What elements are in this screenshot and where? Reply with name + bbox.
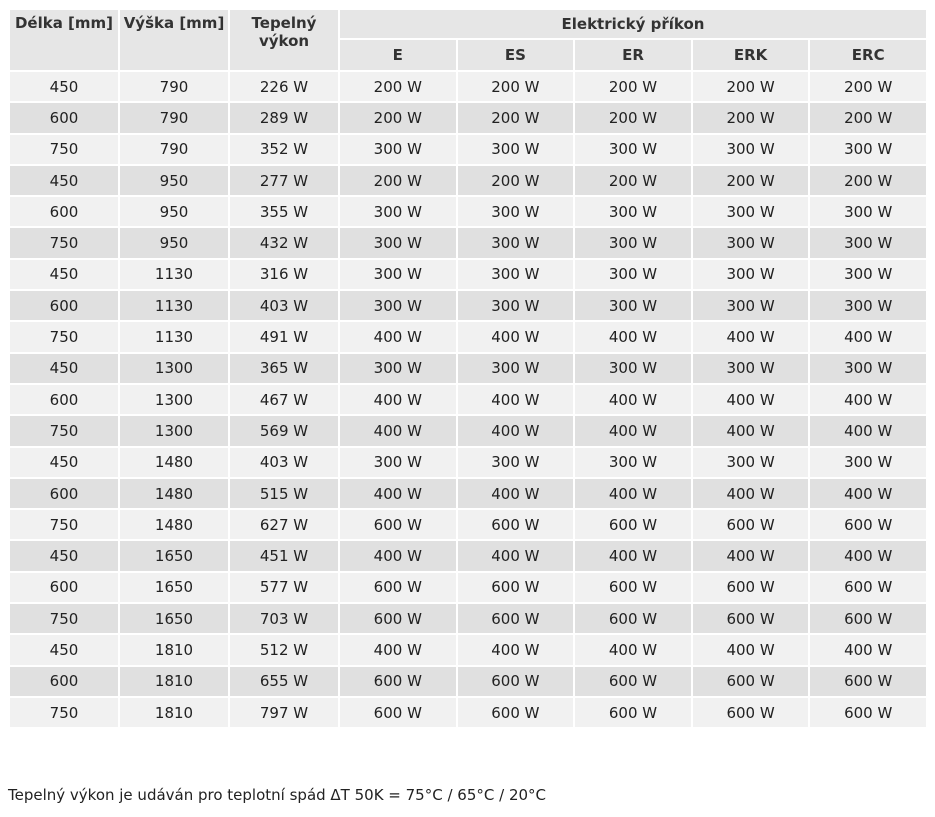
cell-heat-output: 432 W	[229, 227, 339, 258]
cell-power-e: 300 W	[339, 353, 457, 384]
cell-length: 600	[9, 102, 119, 133]
cell-length: 600	[9, 478, 119, 509]
cell-power-es: 600 W	[457, 572, 575, 603]
cell-length: 450	[9, 353, 119, 384]
cell-power-erk: 600 W	[692, 509, 810, 540]
cell-heat-output: 316 W	[229, 259, 339, 290]
cell-length: 750	[9, 227, 119, 258]
table-row	[9, 71, 927, 102]
cell-power-er: 300 W	[574, 196, 692, 227]
cell-power-es: 300 W	[457, 290, 575, 321]
cell-height: 1480	[119, 509, 229, 540]
cell-power-erc: 300 W	[809, 134, 927, 165]
header-length: Délka [mm]	[9, 9, 119, 71]
cell-power-erc: 200 W	[809, 165, 927, 196]
cell-heat-output: 797 W	[229, 697, 339, 728]
cell-power-erc: 400 W	[809, 478, 927, 509]
cell-power-er: 300 W	[574, 134, 692, 165]
cell-height: 790	[119, 71, 229, 102]
cell-power-e: 300 W	[339, 196, 457, 227]
cell-heat-output: 577 W	[229, 572, 339, 603]
cell-power-es: 400 W	[457, 634, 575, 665]
cell-power-erc: 300 W	[809, 447, 927, 478]
cell-length: 450	[9, 634, 119, 665]
table-row	[9, 196, 927, 227]
cell-height: 1810	[119, 634, 229, 665]
cell-power-e: 300 W	[339, 259, 457, 290]
header-row-top	[9, 9, 927, 39]
cell-height: 790	[119, 134, 229, 165]
cell-power-erk: 300 W	[692, 259, 810, 290]
cell-power-er: 300 W	[574, 447, 692, 478]
cell-power-erc: 600 W	[809, 603, 927, 634]
header-variant-erc: ERC	[809, 39, 927, 71]
cell-power-er: 400 W	[574, 321, 692, 352]
cell-length: 450	[9, 165, 119, 196]
cell-height: 1650	[119, 603, 229, 634]
cell-power-e: 400 W	[339, 540, 457, 571]
cell-height: 1650	[119, 540, 229, 571]
cell-power-er: 300 W	[574, 259, 692, 290]
cell-power-e: 200 W	[339, 102, 457, 133]
cell-power-es: 600 W	[457, 509, 575, 540]
cell-power-er: 600 W	[574, 666, 692, 697]
cell-power-es: 300 W	[457, 227, 575, 258]
cell-length: 600	[9, 572, 119, 603]
cell-power-erc: 600 W	[809, 509, 927, 540]
cell-heat-output: 491 W	[229, 321, 339, 352]
cell-power-es: 200 W	[457, 165, 575, 196]
cell-power-erc: 600 W	[809, 572, 927, 603]
cell-heat-output: 355 W	[229, 196, 339, 227]
table-row	[9, 102, 927, 133]
cell-power-e: 400 W	[339, 478, 457, 509]
cell-heat-output: 403 W	[229, 447, 339, 478]
table-body	[9, 71, 927, 728]
table-row	[9, 290, 927, 321]
cell-power-erk: 400 W	[692, 540, 810, 571]
cell-heat-output: 289 W	[229, 102, 339, 133]
cell-power-erc: 200 W	[809, 102, 927, 133]
cell-power-e: 400 W	[339, 634, 457, 665]
radiator-spec-table	[8, 8, 928, 729]
cell-power-erk: 400 W	[692, 415, 810, 446]
cell-power-es: 400 W	[457, 540, 575, 571]
cell-power-e: 400 W	[339, 321, 457, 352]
cell-height: 1130	[119, 259, 229, 290]
cell-heat-output: 655 W	[229, 666, 339, 697]
header-height: Výška [mm]	[119, 9, 229, 71]
cell-power-erc: 300 W	[809, 196, 927, 227]
header-variant-e: E	[339, 39, 457, 71]
cell-power-er: 400 W	[574, 384, 692, 415]
cell-length: 750	[9, 321, 119, 352]
table-row	[9, 259, 927, 290]
cell-power-es: 300 W	[457, 259, 575, 290]
cell-height: 1130	[119, 321, 229, 352]
header-electric-power: Elektrický příkon	[339, 9, 927, 39]
cell-heat-output: 451 W	[229, 540, 339, 571]
cell-power-erk: 200 W	[692, 165, 810, 196]
cell-length: 750	[9, 134, 119, 165]
cell-power-er: 400 W	[574, 478, 692, 509]
table-row	[9, 321, 927, 352]
cell-power-es: 600 W	[457, 666, 575, 697]
cell-power-es: 400 W	[457, 415, 575, 446]
cell-power-er: 600 W	[574, 572, 692, 603]
table-row	[9, 572, 927, 603]
cell-power-er: 200 W	[574, 71, 692, 102]
cell-height: 1810	[119, 666, 229, 697]
cell-length: 450	[9, 259, 119, 290]
cell-power-erc: 300 W	[809, 259, 927, 290]
cell-power-erk: 300 W	[692, 447, 810, 478]
cell-power-er: 300 W	[574, 227, 692, 258]
cell-power-erk: 300 W	[692, 290, 810, 321]
cell-power-e: 200 W	[339, 165, 457, 196]
cell-height: 1650	[119, 572, 229, 603]
cell-length: 750	[9, 697, 119, 728]
cell-power-erc: 300 W	[809, 353, 927, 384]
cell-power-erc: 400 W	[809, 321, 927, 352]
cell-power-es: 300 W	[457, 353, 575, 384]
cell-power-e: 600 W	[339, 509, 457, 540]
table-row	[9, 447, 927, 478]
cell-power-e: 600 W	[339, 572, 457, 603]
table-row	[9, 478, 927, 509]
table-header	[9, 9, 927, 71]
table-row	[9, 697, 927, 728]
cell-power-er: 400 W	[574, 634, 692, 665]
cell-power-erk: 600 W	[692, 697, 810, 728]
cell-power-erk: 400 W	[692, 478, 810, 509]
cell-power-erk: 300 W	[692, 196, 810, 227]
cell-heat-output: 515 W	[229, 478, 339, 509]
cell-power-es: 600 W	[457, 603, 575, 634]
cell-power-e: 600 W	[339, 666, 457, 697]
cell-length: 750	[9, 415, 119, 446]
cell-height: 950	[119, 227, 229, 258]
cell-power-er: 300 W	[574, 290, 692, 321]
cell-heat-output: 703 W	[229, 603, 339, 634]
cell-power-e: 300 W	[339, 290, 457, 321]
cell-power-erk: 400 W	[692, 634, 810, 665]
cell-power-erk: 600 W	[692, 603, 810, 634]
header-variant-erk: ERK	[692, 39, 810, 71]
cell-height: 950	[119, 196, 229, 227]
cell-height: 1300	[119, 384, 229, 415]
cell-power-erk: 600 W	[692, 572, 810, 603]
cell-power-erc: 600 W	[809, 697, 927, 728]
cell-power-es: 200 W	[457, 102, 575, 133]
cell-power-e: 300 W	[339, 134, 457, 165]
cell-height: 1130	[119, 290, 229, 321]
cell-power-erc: 400 W	[809, 540, 927, 571]
cell-power-es: 400 W	[457, 478, 575, 509]
footnote: Tepelný výkon je udáván pro teplotní spád ΔT 50K = 75°C / 65°C / 20°C	[8, 786, 547, 804]
cell-power-er: 400 W	[574, 415, 692, 446]
cell-power-erc: 400 W	[809, 415, 927, 446]
cell-length: 750	[9, 603, 119, 634]
cell-power-es: 300 W	[457, 196, 575, 227]
cell-power-er: 600 W	[574, 603, 692, 634]
cell-power-erc: 400 W	[809, 634, 927, 665]
cell-power-e: 200 W	[339, 71, 457, 102]
cell-length: 450	[9, 540, 119, 571]
cell-power-es: 400 W	[457, 321, 575, 352]
cell-power-erk: 300 W	[692, 134, 810, 165]
table-row	[9, 540, 927, 571]
table-row	[9, 603, 927, 634]
cell-power-erk: 300 W	[692, 353, 810, 384]
cell-heat-output: 403 W	[229, 290, 339, 321]
cell-power-es: 600 W	[457, 697, 575, 728]
header-variant-es: ES	[457, 39, 575, 71]
cell-heat-output: 627 W	[229, 509, 339, 540]
cell-power-erk: 600 W	[692, 666, 810, 697]
cell-power-erk: 300 W	[692, 227, 810, 258]
cell-heat-output: 467 W	[229, 384, 339, 415]
header-variant-er: ER	[574, 39, 692, 71]
cell-height: 1480	[119, 447, 229, 478]
cell-power-e: 400 W	[339, 415, 457, 446]
cell-height: 950	[119, 165, 229, 196]
cell-length: 600	[9, 666, 119, 697]
cell-power-erk: 400 W	[692, 321, 810, 352]
cell-length: 600	[9, 290, 119, 321]
cell-length: 600	[9, 196, 119, 227]
cell-power-es: 300 W	[457, 447, 575, 478]
cell-length: 750	[9, 509, 119, 540]
cell-power-e: 300 W	[339, 227, 457, 258]
cell-power-er: 200 W	[574, 102, 692, 133]
cell-heat-output: 365 W	[229, 353, 339, 384]
table-row	[9, 227, 927, 258]
cell-length: 600	[9, 384, 119, 415]
cell-power-erk: 200 W	[692, 102, 810, 133]
table-row	[9, 165, 927, 196]
table-row	[9, 634, 927, 665]
cell-heat-output: 352 W	[229, 134, 339, 165]
table-row	[9, 509, 927, 540]
cell-power-erc: 300 W	[809, 290, 927, 321]
cell-height: 1300	[119, 353, 229, 384]
cell-power-erk: 400 W	[692, 384, 810, 415]
cell-height: 790	[119, 102, 229, 133]
cell-height: 1810	[119, 697, 229, 728]
table-row	[9, 134, 927, 165]
table-row	[9, 353, 927, 384]
table-row	[9, 384, 927, 415]
header-heat-output: Tepelný výkon	[229, 9, 339, 71]
cell-heat-output: 277 W	[229, 165, 339, 196]
cell-height: 1480	[119, 478, 229, 509]
cell-power-es: 300 W	[457, 134, 575, 165]
cell-power-er: 300 W	[574, 353, 692, 384]
cell-power-erc: 600 W	[809, 666, 927, 697]
cell-power-er: 200 W	[574, 165, 692, 196]
cell-power-e: 600 W	[339, 697, 457, 728]
cell-power-erc: 200 W	[809, 71, 927, 102]
cell-power-e: 400 W	[339, 384, 457, 415]
cell-power-er: 600 W	[574, 509, 692, 540]
cell-power-erk: 200 W	[692, 71, 810, 102]
cell-power-es: 200 W	[457, 71, 575, 102]
table-row	[9, 415, 927, 446]
cell-length: 450	[9, 71, 119, 102]
cell-power-er: 400 W	[574, 540, 692, 571]
cell-height: 1300	[119, 415, 229, 446]
cell-heat-output: 569 W	[229, 415, 339, 446]
cell-heat-output: 512 W	[229, 634, 339, 665]
cell-power-e: 600 W	[339, 603, 457, 634]
cell-power-er: 600 W	[574, 697, 692, 728]
table-row	[9, 666, 927, 697]
cell-power-erc: 400 W	[809, 384, 927, 415]
cell-length: 450	[9, 447, 119, 478]
cell-power-es: 400 W	[457, 384, 575, 415]
cell-power-e: 300 W	[339, 447, 457, 478]
cell-heat-output: 226 W	[229, 71, 339, 102]
cell-power-erc: 300 W	[809, 227, 927, 258]
